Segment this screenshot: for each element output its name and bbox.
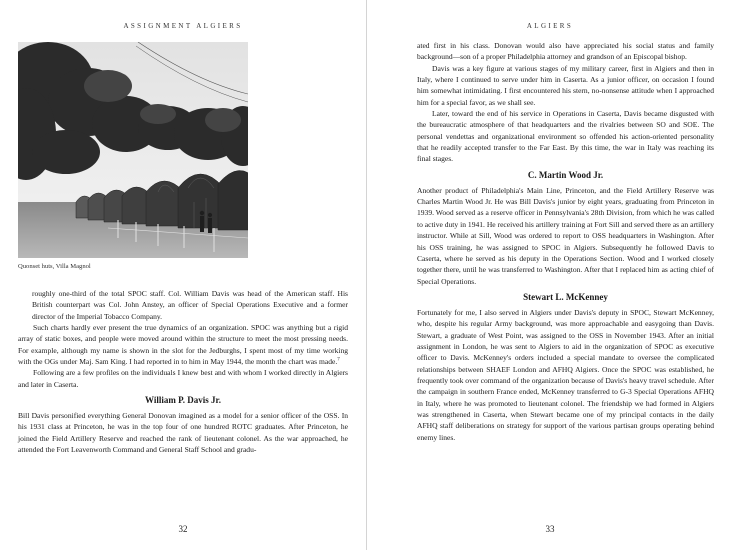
running-head-right: ALGIERS [526,22,574,30]
section-heading: C. Martin Wood Jr. [527,169,604,180]
photo-caption: Quonset huts, Villa Magnol [18,263,91,270]
running-head-left: ASSIGNMENT ALGIERS [123,22,243,30]
paragraph: roughly one-third of the total SPOC staff. Col. William Davis was head of the American staff. His British counterpart was Col. John Anstey, an officer of Special Operations Executive and a former director of the Imperial Tobacco Company. [32,289,348,321]
left-page [0,0,366,550]
page-number-left: 32 [178,524,188,534]
quonset-huts-photo [18,42,248,258]
paragraph: ated first in his class. Donovan would also have appreciated his social status and family background—son of a proper Philadelphia attorney and grandson of an Episcopal bishop. [417,41,714,62]
right-page [367,0,733,550]
photo-image [18,42,248,258]
paragraph: Davis was a key figure at various stages of my military career, first in Algiers and then in Italy, where I continued to serve under him in Caserta. As a junior officer, on occasion I found him somewhat intimidating. I first encountered his stern, no-nonsense attitude when I approached him for a special favor, as we shall see. [417,63,714,107]
paragraph [18,322,348,367]
paragraph: Fortunately for me, I also served in Algiers under Davis's deputy in SPOC, Stewart McKenney, who, despite his regular Army background, was more approachable and easygoing than Davis. Stewart, a graduate of West Point, was assigned to the OSS in November 1943. After an initial assignment in London, he was sent to Algiers to aid in the organization of SPOC as executive officer to Davis. McKenney's orders included a special mandate to oversee the complicated relationships between SHAEF London and AFHQ Algiers. Once the SPOC was established, he frequently took over command of the organization because of Davis's heavy travel schedule. After the campaign in southern France ended, McKenney transferred to G-3 Special Operations AFHQ in Italy, where he was promoted to lieutenant colonel. The friendship we had formed in Algiers was strengthened in Caserta, when Stewart became one of my principal contacts in the daily AFHQ staff deliberations on strategy for support of the various partisan groups operating behind enemy lines. [417,307,714,442]
left-text-column [18,288,348,455]
footnote-marker: 7 [337,357,340,363]
section-heading: Stewart L. McKenney [523,291,608,302]
paragraph-text: Such charts hardly ever present the true dynamics of an organization. SPOC was anything but a rigid array of static boxes, and people were moved around within the structure to meet the most pressing needs. For example, although my name is shown in the slot for the Jedburghs, I spent most of my time working with the OGs under Maj. Sam King. I had reported in to him in May 1944, the month the chart was made. [18,323,348,367]
paragraph: Following are a few profiles on the individuals I knew best and with whom I worked directly in Algiers and later in Caserta. [18,368,348,389]
paragraph: Bill Davis personified everything General Donovan imagined as a model for a senior officer of the OSS. In his 1931 class at Princeton, he was in the top four of one hundred ROTC graduates. After Princeton, he joined the Field Artillery Reserve and reached the rank of lieutenant colonel. As the war approached, he attended the Fort Leavenworth Command and General Staff School and gradu- [18,411,348,455]
page-number-right: 33 [545,524,555,534]
right-text-column [417,40,714,443]
paragraph: Another product of Philadelphia's Main Line, Princeton, and the Field Artillery Reserve was Charles Martin Wood Jr. He was Bill Davis's junior by eight years, graduating from Princeton in 1939. Wood served as a reserve officer in Pennsylvania's 28th Division, from which he was called to active duty in 1941. He received his artillery training at Fort Sill and served there as an artillery instructor. While at Sill, Wood was ordered to report to OSS headquarters in Washington. After his OSS training, he was assigned to SPOC in Algiers. Subsequently he followed Davis to Caserta, where he served as his deputy in the Operations Section. Wood and I worked closely together there, until he was transferred to Washington. After that I replaced him as acting chief of Special Operations. [417,185,714,286]
paragraph: Later, toward the end of his service in Operations in Caserta, Davis became disgusted with the bureaucratic atmosphere of that headquarters and the rivalries between SO and SOE. The personal vendettas and organizational environment so offended his action-oriented personality that he readily accepted transfer to the Far East. By this time, the war in Italy was reaching its final stages. [417,109,714,164]
section-heading: William P. Davis Jr. [145,395,221,406]
